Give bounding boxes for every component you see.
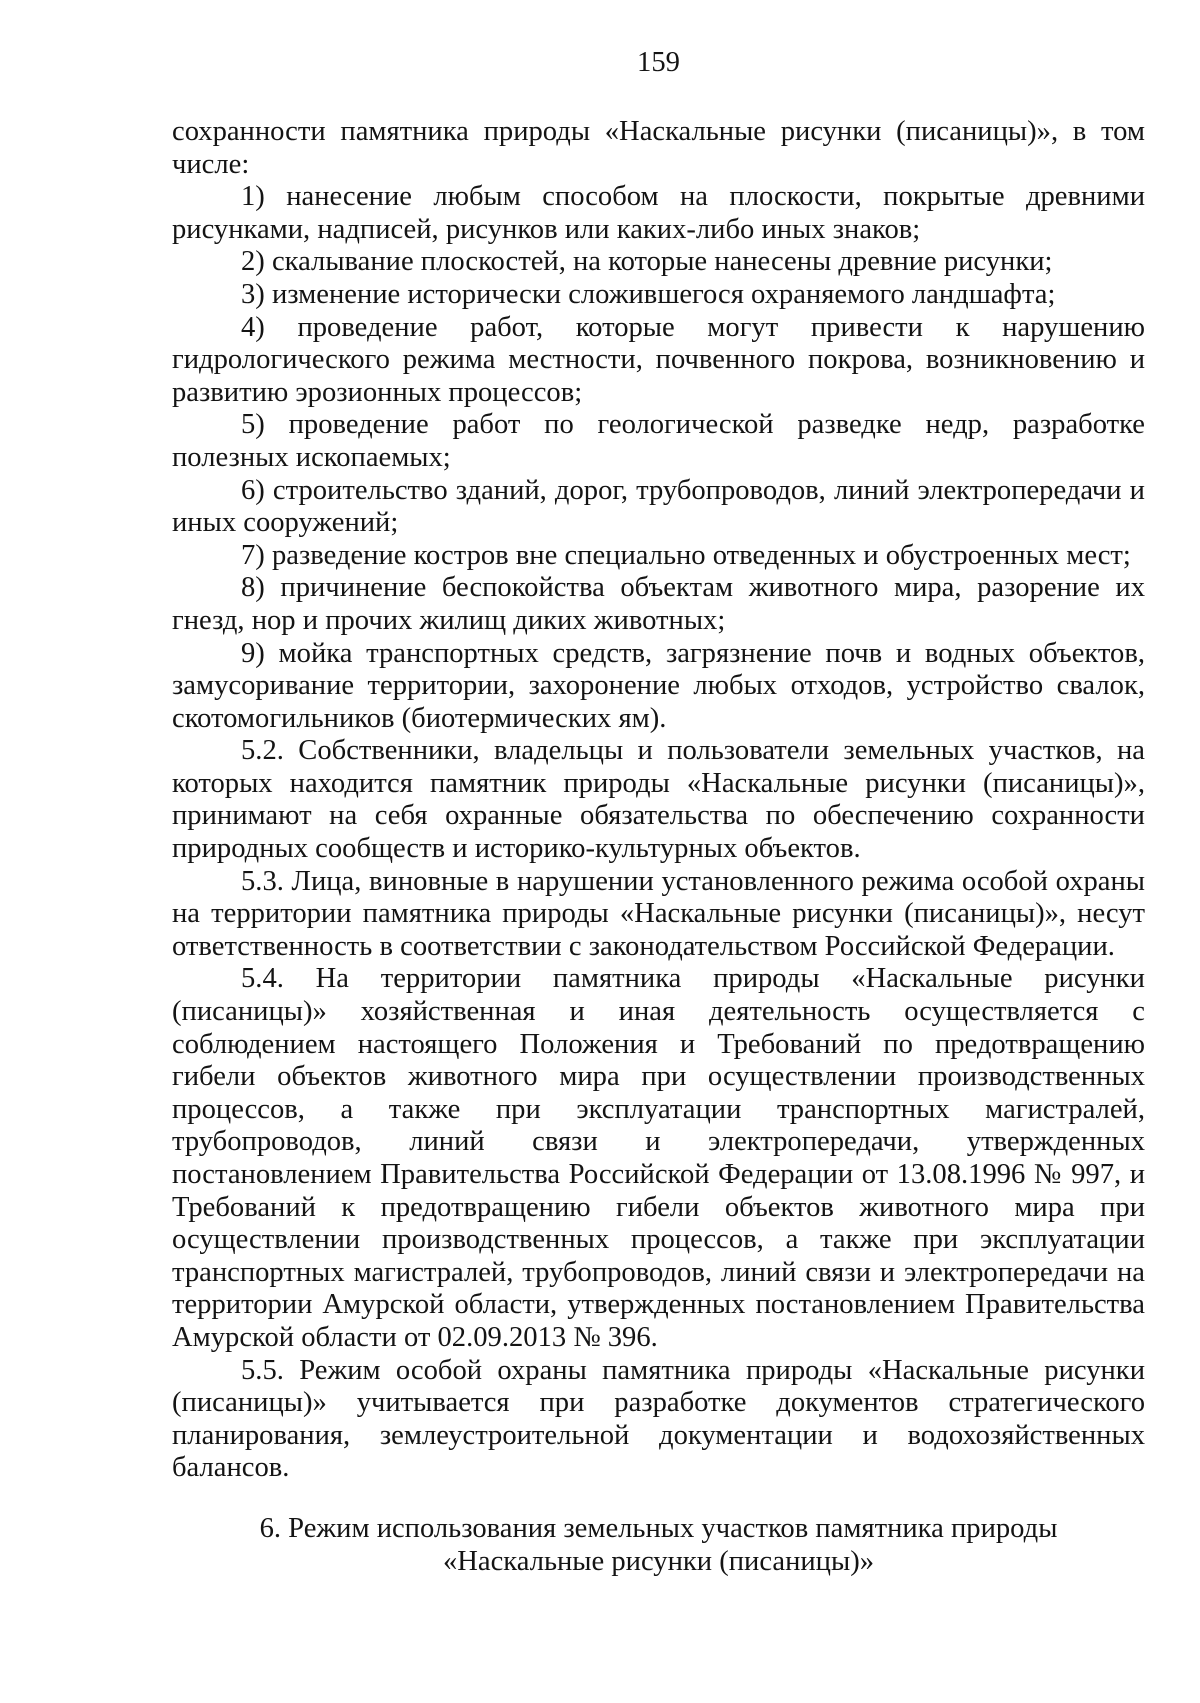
page-number: 159 <box>637 47 680 78</box>
section-heading <box>172 1513 1145 1578</box>
paragraph: 2) скалывание плоскостей, на которые нанесены древние рисунки; <box>241 246 1053 278</box>
paragraph: сохранности памятника природы «Наскальные рисунки (писаницы)», в том числе: <box>172 116 1145 180</box>
paragraph: 3) изменение исторически сложившегося охраняемого ландшафта; <box>241 278 1056 310</box>
paragraph: 5.5. Режим особой охраны памятника природы «Наскальные рисунки (писаницы)» учитывается при разработке документов стратегического планирования, землеустроительной документации и водохозяйственных балансов. <box>172 1354 1145 1484</box>
paragraph: 8) причинение беспокойства объектам животного мира, разорение их гнезд, нор и прочих жилищ диких животных; <box>172 572 1145 636</box>
paragraph: 9) мойка транспортных средств, загрязнение почв и водных объектов, замусоривание территории, захоронение любых отходов, устройство свалок, скотомогильников (биотермических ям). <box>172 637 1145 734</box>
paragraph: 4) проведение работ, которые могут привести к нарушению гидрологического режима местности, почвенного покрова, возникновению и развитию эрозионных процессов; <box>172 311 1145 408</box>
paragraph: 7) разведение костров вне специально отведенных и обустроенных мест; <box>241 539 1131 571</box>
paragraph: 5) проведение работ по геологической разведке недр, разработке полезных ископаемых; <box>172 409 1145 473</box>
paragraph: 5.3. Лица, виновные в нарушении установленного режима особой охраны на территории памятника природы «Наскальные рисунки (писаницы)», несут ответственность в соответствии с законодательством Российской Федерации. <box>172 865 1145 962</box>
paragraph: 5.4. На территории памятника природы «Наскальные рисунки (писаницы)» хозяйственная и иная деятельность осуществляется с соблюдением настоящего Положения и Требований по предотвращению гибели объектов животного мира при осуществлении производственных процессов, а также при эксплуатации транспортных магистралей, трубопроводов, линий связи и электропередачи, утвержденных постановлением Правительства Российской Федерации от 13.08.1996 № 997, и Требований к предотвращению гибели объектов животного мира при осуществлении производственных процессов, а также при эксплуатации транспортных магистралей, трубопроводов, линий связи и электропередачи на территории Амурской области, утвержденных постановлением Правительства Амурской области от 02.09.2013 № 396. <box>172 963 1145 1353</box>
paragraph: 1) нанесение любым способом на плоскости, покрытые древними рисунками, надписей, рисунков или каких-либо иных знаков; <box>172 181 1145 245</box>
section-heading-line-1: 6. Режим использования земельных участков памятника природы <box>259 1513 1058 1544</box>
section-heading-line-2: «Наскальные рисунки (писаницы)» <box>442 1545 875 1577</box>
paragraph: 5.2. Собственники, владельцы и пользователи земельных участков, на которых находится памятник природы «Наскальные рисунки (писаницы)», принимают на себя охранные обязательства по обеспечению сохранности природных сообществ и историко-культурных объектов. <box>172 735 1145 865</box>
body-text <box>172 116 1145 1485</box>
document-page <box>172 0 1145 1703</box>
paragraph: 6) строительство зданий, дорог, трубопроводов, линий электропередачи и иных сооружений; <box>172 474 1145 539</box>
